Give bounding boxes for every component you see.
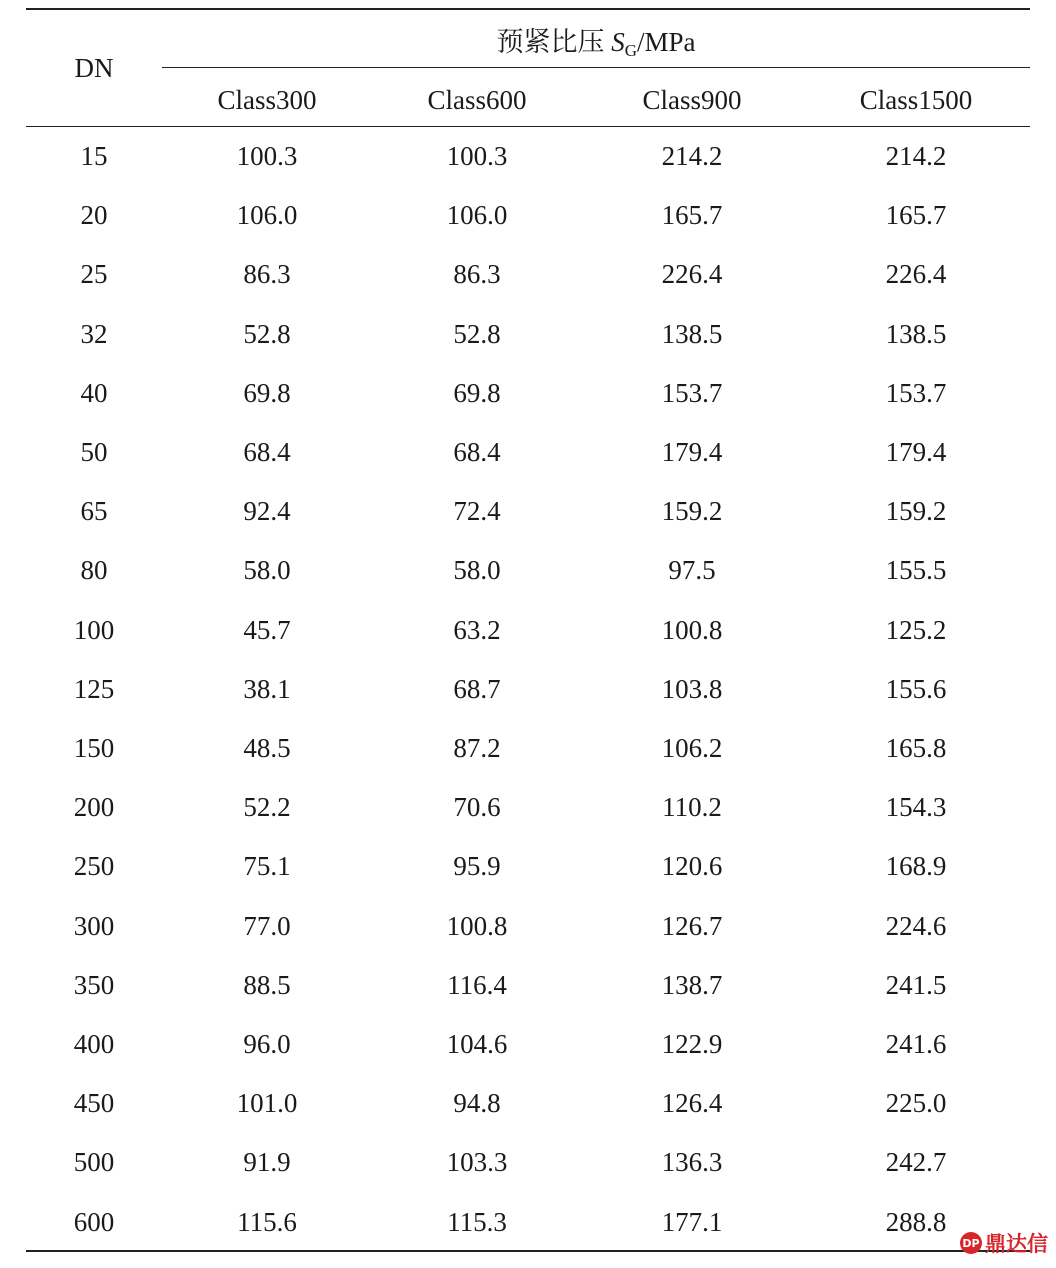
value-cell: 138.5 (661, 318, 723, 349)
dn-cell: 20 (80, 200, 108, 231)
table-row (26, 777, 1030, 836)
value-cell: 155.5 (885, 555, 947, 586)
value-cell: 168.9 (885, 851, 947, 882)
value-cell: 116.4 (447, 969, 507, 1000)
column-header-class900: Class900 (642, 85, 742, 115)
group-header-unit: /MPa (637, 27, 696, 57)
value-cell: 138.5 (885, 318, 947, 349)
value-cell: 226.4 (885, 259, 947, 290)
value-cell: 179.4 (885, 437, 947, 467)
value-cell: 115.3 (447, 1206, 507, 1237)
value-cell: 95.9 (453, 851, 501, 882)
group-header-prefix: 预紧比压 (496, 27, 612, 57)
column-header-class600: Class600 (427, 85, 527, 115)
value-cell: 179.4 (661, 437, 723, 467)
dn-cell: 40 (80, 377, 108, 408)
value-cell: 72.4 (453, 496, 501, 527)
table-row (26, 422, 1030, 481)
value-cell: 96.0 (243, 1029, 291, 1059)
value-cell: 88.5 (243, 969, 291, 1000)
dn-column-header: DN (74, 53, 114, 83)
value-cell: 69.8 (453, 377, 501, 408)
value-cell: 126.4 (661, 1088, 723, 1119)
value-cell: 58.0 (243, 555, 291, 586)
value-cell: 115.6 (237, 1206, 297, 1237)
value-cell: 165.8 (885, 733, 947, 763)
value-cell: 126.7 (661, 910, 723, 941)
value-cell: 106.0 (446, 200, 508, 231)
table-row (26, 718, 1030, 777)
table-row (26, 126, 1030, 185)
value-cell: 68.4 (243, 437, 291, 467)
value-cell: 38.1 (243, 673, 291, 704)
table-row (26, 244, 1030, 303)
value-cell: 45.7 (243, 614, 291, 645)
value-cell: 52.8 (243, 318, 291, 349)
value-cell: 87.2 (453, 733, 501, 763)
dn-cell: 80 (80, 555, 108, 586)
dn-cell: 250 (73, 851, 115, 882)
group-header-symbol: S (611, 27, 625, 57)
dn-cell: 100 (73, 614, 115, 645)
dn-cell: 400 (73, 1029, 115, 1059)
dn-cell: 125 (73, 673, 115, 704)
table-row (26, 955, 1030, 1014)
value-cell: 120.6 (661, 851, 723, 882)
value-cell: 214.2 (661, 141, 723, 171)
value-cell: 104.6 (446, 1029, 508, 1059)
value-cell: 101.0 (236, 1088, 298, 1119)
value-cell: 58.0 (453, 555, 501, 586)
dn-cell: 200 (73, 792, 115, 823)
value-cell: 52.8 (453, 318, 501, 349)
preload-pressure-header (162, 26, 1030, 67)
value-cell: 288.8 (885, 1206, 947, 1237)
value-cell: 122.9 (661, 1029, 723, 1059)
value-cell: 100.3 (236, 141, 298, 171)
value-cell: 214.2 (885, 141, 947, 171)
value-cell: 52.2 (243, 792, 291, 823)
value-cell: 136.3 (661, 1147, 723, 1178)
value-cell: 100.8 (446, 910, 508, 941)
value-cell: 97.5 (668, 555, 716, 586)
value-cell: 153.7 (661, 377, 723, 408)
table-row (26, 1132, 1030, 1191)
value-cell: 106.2 (661, 733, 723, 763)
value-cell: 100.3 (446, 141, 508, 171)
table-row (26, 1014, 1030, 1073)
dn-cell: 350 (73, 969, 115, 1000)
value-cell: 92.4 (243, 496, 291, 527)
table-row (26, 481, 1030, 540)
dn-cell: 15 (80, 141, 108, 171)
table-row (26, 540, 1030, 599)
value-cell: 77.0 (243, 910, 291, 941)
value-cell: 159.2 (885, 496, 947, 527)
value-cell: 225.0 (885, 1088, 947, 1119)
table-row (26, 185, 1030, 244)
value-cell: 68.7 (453, 673, 501, 704)
dn-cell: 450 (73, 1088, 115, 1119)
value-cell: 242.7 (885, 1147, 947, 1178)
table-row (26, 1073, 1030, 1132)
value-cell: 48.5 (243, 733, 291, 763)
value-cell: 125.2 (885, 614, 947, 645)
value-cell: 153.7 (885, 377, 947, 408)
dn-cell: 150 (73, 733, 115, 763)
table-row (26, 1192, 1030, 1251)
column-header-class300: Class300 (217, 85, 317, 115)
watermark-logo (960, 1228, 1048, 1258)
value-cell: 91.9 (243, 1147, 291, 1178)
table-row (26, 836, 1030, 895)
value-cell: 155.6 (885, 673, 947, 704)
dn-cell: 32 (80, 318, 108, 349)
dn-cell: 65 (80, 496, 108, 527)
value-cell: 103.8 (661, 673, 723, 704)
value-cell: 241.6 (885, 1029, 947, 1059)
column-header-class1500: Class1500 (859, 85, 973, 115)
value-cell: 94.8 (453, 1088, 501, 1119)
group-header-subscript: G (624, 41, 637, 60)
group-header-rule (162, 67, 1030, 68)
logo-text: 鼎达信 (985, 1232, 1048, 1256)
value-cell: 63.2 (453, 614, 501, 645)
table-bottom-rule (26, 1250, 1030, 1252)
table-top-rule (26, 8, 1030, 10)
table-row (26, 600, 1030, 659)
dn-cell: 300 (73, 910, 115, 941)
value-cell: 86.3 (243, 259, 291, 290)
value-cell: 68.4 (453, 437, 501, 467)
value-cell: 100.8 (661, 614, 723, 645)
value-cell: 177.1 (661, 1206, 723, 1237)
table-row (26, 896, 1030, 955)
value-cell: 165.7 (661, 200, 723, 231)
value-cell: 226.4 (661, 259, 723, 290)
value-cell: 69.8 (243, 377, 291, 408)
dn-cell: 600 (73, 1206, 115, 1237)
value-cell: 154.3 (885, 792, 947, 823)
logo-icon: DP (960, 1232, 982, 1254)
value-cell: 106.0 (236, 200, 298, 231)
value-cell: 103.3 (446, 1147, 508, 1178)
value-cell: 224.6 (885, 910, 947, 941)
value-cell: 159.2 (661, 496, 723, 527)
table-row (26, 363, 1030, 422)
value-cell: 75.1 (243, 851, 291, 882)
value-cell: 138.7 (661, 969, 723, 1000)
dn-cell: 500 (73, 1147, 115, 1178)
table-row (26, 304, 1030, 363)
value-cell: 86.3 (453, 259, 501, 290)
table-row (26, 659, 1030, 718)
dn-cell: 50 (80, 437, 108, 467)
dn-cell: 25 (80, 259, 108, 290)
value-cell: 165.7 (885, 200, 947, 231)
value-cell: 241.5 (885, 969, 947, 1000)
value-cell: 70.6 (453, 792, 501, 823)
value-cell: 110.2 (662, 792, 722, 823)
